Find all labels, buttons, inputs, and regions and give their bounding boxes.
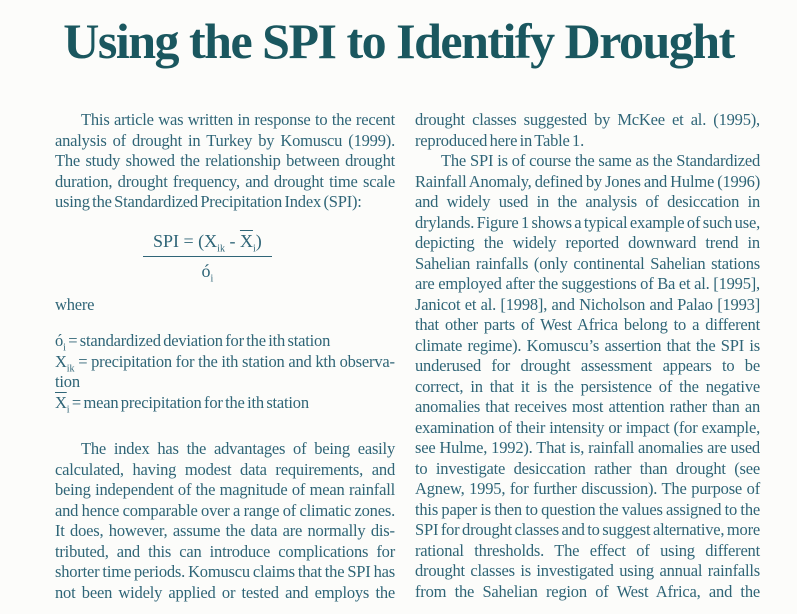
definition-xik-text: = precipitation for the ith station and kth observation bbox=[55, 351, 395, 391]
left-column bbox=[55, 110, 395, 603]
article-body bbox=[0, 110, 797, 603]
formula-close-paren: ) bbox=[255, 230, 262, 251]
paragraph-spi-discussion: The SPI is of course the same as the Standardized Rainfall Anomaly, defined by Jones and Hulme (1996) and widely used in the analysis of desiccation in drylands. Figure 1 shows a typical example of such use, depicting the widely reported downward trend in Sahelian rainfalls (only continental Sahelian stations are employed after the suggestions of Ba et al. [1995], Janicot et al. [1998], and Nicholson and Palao [1993] that other parts of West Africa belong to a different climate regime). Komuscu’s assertion that the SPI is underused for drought assessment appears to be correct, in that it is the persistence of the negative anomalies that receives most attention rather than an examination of their intensity or impact (for example, see Hulme, 1992). That is, rainfall anomalies are used to investigate desiccation rather than drought (see Agnew, 1995, for further discussion). The purpose of this paper is then to question the values assigned to the SPI for drought classes and to suggest alternative, more rational thresholds. The effect of using different drought classes is investigated using annual rainfalls from the Sahelian region of West Africa, and the bbox=[415, 151, 760, 601]
where-label: where bbox=[55, 294, 95, 314]
definition-sigma bbox=[55, 331, 395, 352]
formula-subscript-ik: ik bbox=[217, 243, 225, 255]
spi-formula bbox=[55, 229, 395, 283]
definition-xbar-text: = mean precipitation for the ith station bbox=[69, 392, 309, 412]
definition-sigma-text: = standardized deviation for the ith station bbox=[65, 331, 331, 350]
definition-sigma-symbol: ó bbox=[55, 331, 64, 350]
paragraph-intro: This article was written in response to the recent analysis of drought in Turkey by Komuscu (1999). The study showed the relationship between drought duration, drought frequency, and drought time scale using the Standardized Precipitation Index (SPI): bbox=[55, 110, 395, 211]
definition-xbar bbox=[55, 393, 395, 414]
formula-lhs: SPI = (X bbox=[153, 230, 218, 251]
definition-xik-subscript: ik bbox=[66, 362, 75, 374]
formula-numerator bbox=[143, 229, 272, 257]
definition-xik-symbol: X bbox=[55, 351, 67, 371]
formula-sigma: ó bbox=[201, 260, 211, 281]
formula-minus: - bbox=[224, 230, 240, 251]
paragraph-drought-classes: drought classes suggested by McKee et al. (1995), reproduced here in Table 1. bbox=[415, 110, 760, 150]
definition-xbar-subscript: i bbox=[66, 403, 70, 415]
right-column bbox=[415, 110, 760, 603]
definition-xik bbox=[55, 352, 395, 393]
formula-x-bar: $\overline{X}$ bbox=[239, 230, 253, 251]
paragraph-index-advantages: The index has the advantages of being easily calculated, having modest data requirements, and being independent of the magnitude of mean rainfall and hence comparable over a range of climatic zones. It does, however, assume the data are normally distributed, and this can introduce complications for shorter time periods. Komuscu claims that the SPI has not been widely applied or tested and employs the bbox=[55, 439, 395, 602]
formula-fraction bbox=[143, 229, 272, 283]
scanned-article-page bbox=[0, 14, 797, 614]
page-title: Using the SPI to Identify Drought bbox=[63, 13, 734, 69]
definition-sigma-subscript: i bbox=[63, 342, 66, 354]
formula-denominator-subscript: i bbox=[210, 273, 214, 285]
symbol-definitions bbox=[55, 331, 395, 413]
article-header bbox=[0, 14, 797, 68]
formula-subscript-i: i bbox=[252, 243, 256, 255]
definition-xbar-symbol: $\overline{X}$ bbox=[55, 392, 67, 412]
formula-denominator bbox=[143, 257, 272, 283]
